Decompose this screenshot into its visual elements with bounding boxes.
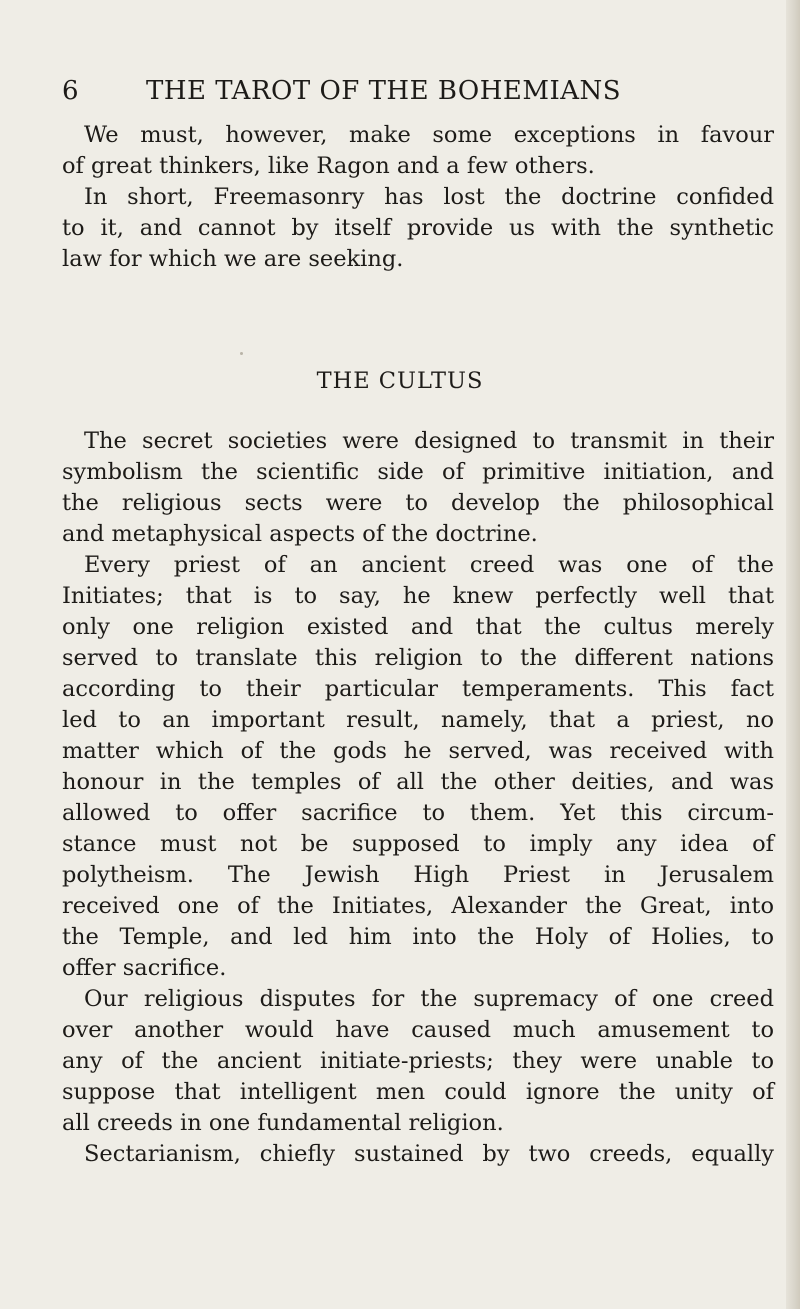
main-text [62,426,774,1170]
text-line: symbolism the scientific side of primitive initiation, and [62,459,774,485]
text-line: received one of the Initiates, Alexander the Great, into [62,893,774,919]
text-line: and metaphysical aspects of the doctrine. [62,521,538,547]
page-header [62,76,662,112]
text-line: offer sacrifice. [62,955,227,981]
text-line: polytheism. The Jewish High Priest in Jerusalem [62,862,774,888]
text-line: We must, however, make some exceptions in favour [84,122,774,148]
text-line: over another would have caused much amusement to [62,1017,774,1043]
text-line: according to their particular temperaments. This fact [62,676,774,702]
text-line: Our religious disputes for the supremacy of one creed [84,986,774,1012]
text-line: stance must not be supposed to imply any idea of [62,831,774,857]
page-edge [786,0,800,1309]
section-heading: THE CULTUS [316,368,484,394]
running-head: THE TAROT OF THE BOHEMIANS [146,76,622,106]
text-line: Sectarianism, chiefly sustained by two creeds, equally [84,1141,774,1167]
page-number: 6 [62,76,79,106]
text-line: law for which we are seeking. [62,246,404,272]
paragraph-1 [62,120,774,275]
text-line: of great thinkers, like Ragon and a few others. [62,153,595,179]
text-line: led to an important result, namely, that a priest, no [62,707,774,733]
text-line: Initiates; that is to say, he knew perfectly well that [62,583,774,609]
text-line: to it, and cannot by itself provide us with the synthetic [62,215,774,241]
text-line: the religious sects were to develop the philosophical [62,490,774,516]
text-line: honour in the temples of all the other deities, and was [62,769,774,795]
text-line: matter which of the gods he served, was received with [62,738,774,764]
text-line: In short, Freemasonry has lost the doctrine confided [84,184,774,210]
text-line: the Temple, and led him into the Holy of Holies, to [62,924,774,950]
text-line: served to translate this religion to the different nations [62,645,774,671]
text-line: allowed to offer sacrifice to them. Yet this circum- [62,800,774,826]
paper-speck [240,352,243,355]
text-line: Every priest of an ancient creed was one of the [84,552,774,578]
text-line: only one religion existed and that the cultus merely [62,614,774,640]
text-line: any of the ancient initiate-priests; they were unable to [62,1048,774,1074]
text-line: suppose that intelligent men could ignore the unity of [62,1079,774,1105]
text-line: The secret societies were designed to transmit in their [84,428,774,454]
text-line: all creeds in one fundamental religion. [62,1110,504,1136]
